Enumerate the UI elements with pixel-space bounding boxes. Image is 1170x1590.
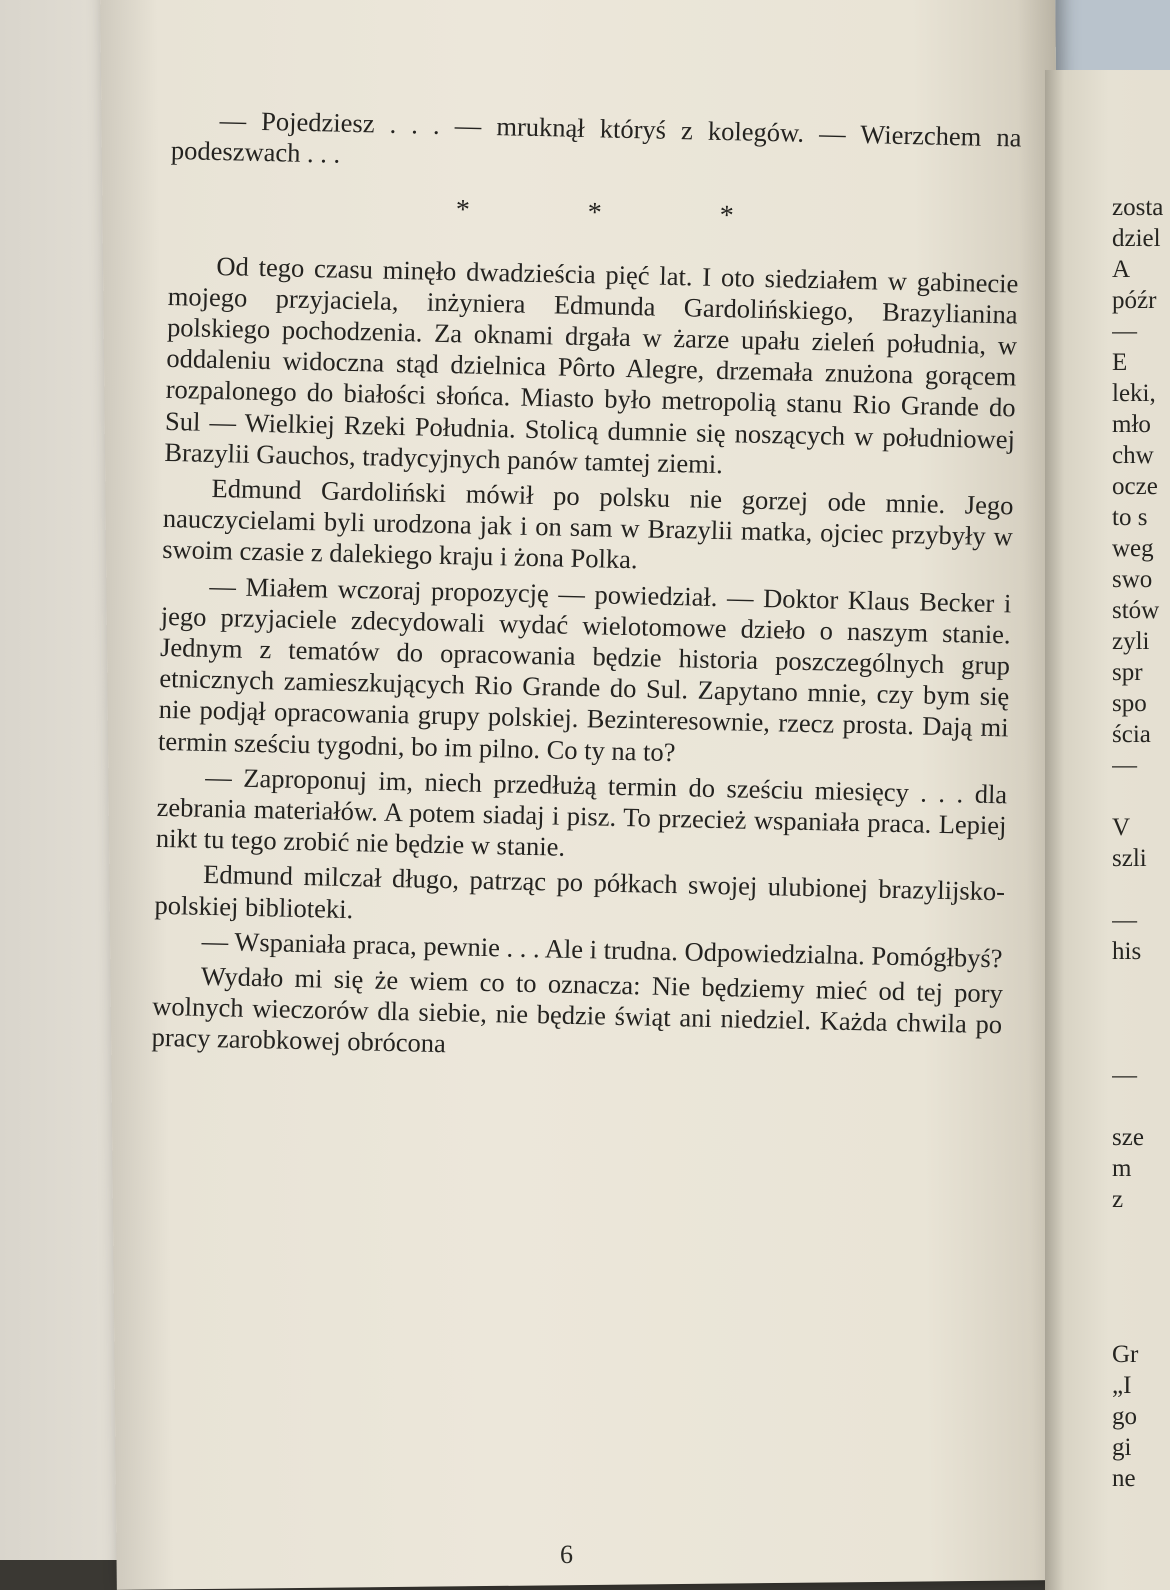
text-fragment: V	[1112, 814, 1131, 841]
paragraph: Edmund Gardoliński mówił po polsku nie gorzej ode mnie. Jego nauczycielami byli urodzona jak i on sam w Brazylii matka, ojciec przybyły w swoim czasie z dalekiego kraju i żona Polka.	[161, 472, 1014, 575]
text-fragment	[1112, 1246, 1170, 1277]
section-separator	[169, 188, 1019, 238]
text-fragment: ścia	[1112, 721, 1151, 748]
paragraph: Wydało mi się że wiem co to oznacza: Nie będziemy mieć od tej pory wolnych wieczorów dla siebie, nie będzie świąt ani niedziel. Każda chwila po pracy zarobkowej obrócona	[151, 960, 1004, 1059]
text-fragment: sze	[1112, 1124, 1144, 1151]
text-fragment	[1112, 998, 1170, 1029]
text-fragment: ocze	[1112, 473, 1158, 500]
paragraph: Edmund milczał długo, patrząc po półkach swojej ulubionej brazylijsko-polskiej biblioteki.	[154, 859, 1006, 924]
text-fragment: spo	[1112, 690, 1147, 717]
text-fragment: zosta	[1112, 194, 1164, 221]
separator-asterisk: *	[719, 200, 735, 232]
text-fragment: —	[1112, 907, 1137, 934]
text-fragment: dziel	[1112, 225, 1161, 252]
text-fragment: go	[1112, 1403, 1137, 1430]
text-fragment: —	[1112, 1062, 1137, 1089]
text-fragment: weg	[1112, 535, 1154, 562]
text-fragment: Gr	[1112, 1341, 1139, 1368]
text-fragment	[1112, 1277, 1170, 1308]
text-fragment: leki,	[1112, 380, 1156, 407]
text-fragment	[1112, 967, 1170, 998]
paragraph: — Wspaniała praca, pewnie . . . Ale i trudna. Odpowiedzialna. Pomógłbyś?	[201, 925, 1003, 974]
page-text	[151, 104, 1022, 1072]
separator-asterisk: *	[587, 197, 603, 229]
text-fragment: A	[1112, 256, 1131, 283]
text-fragment: zyli	[1112, 628, 1150, 655]
text-fragment: swo	[1112, 566, 1153, 593]
text-fragment: ne	[1112, 1465, 1136, 1492]
paragraph: — Zaproponuj im, niech przedłużą termin do sześciu miesięcy . . . dla zebrania materiałów. A potem siadaj i pisz. To przecież wspaniała praca. Lepiej nikt tu tego zrobić nie będzie w stanie.	[155, 761, 1008, 863]
text-fragment	[1112, 1091, 1170, 1122]
text-fragment: his	[1112, 938, 1142, 965]
text-fragment	[1112, 781, 1170, 812]
text-fragment	[1112, 1308, 1170, 1339]
text-fragment	[1112, 874, 1170, 905]
text-fragment: gi	[1112, 1434, 1132, 1461]
text-fragment: „I	[1112, 1372, 1132, 1399]
page-number: 6	[560, 1540, 573, 1569]
text-fragment: E	[1112, 349, 1128, 376]
text-fragment: mło	[1112, 411, 1151, 438]
text-fragment: —	[1112, 318, 1137, 345]
text-fragment	[1112, 1029, 1170, 1060]
text-fragment: z	[1112, 1186, 1124, 1213]
paragraph: — Pojedziesz . . . — mruknął któryś z kolegów. — Wierzchem na podeszwach . . .	[170, 105, 1022, 169]
separator-asterisk: *	[455, 194, 471, 226]
text-fragment: stów	[1112, 597, 1160, 624]
text-fragment: to s	[1112, 504, 1148, 531]
text-fragment	[1112, 1215, 1170, 1246]
text-fragment: spr	[1112, 659, 1143, 686]
paragraph: — Miałem wczoraj propozycję — powiedział. — Doktor Klaus Becker i jego przyjaciele zdecydowali wydać wielotomowe dzieło o naszym stanie. Jednym z tematów do opracowania będzie historia poszczególnych grup etnicznych zamieszkujących Rio Grande do Sul. Zapytano mnie, czy bym się nie podjął opracowania grupy polskiej. Bezinteresownie, rzecz prosta. Dają mi termin sześciu tygodni, bo im pilno. Co ty na to?	[157, 570, 1012, 767]
adjacent-page-text	[1112, 192, 1170, 1494]
text-fragment: szli	[1112, 845, 1147, 872]
text-fragment: późr	[1112, 287, 1157, 314]
paragraph: Od tego czasu minęło dwadzieścia pięć lat. I oto siedziałem w gabinecie mojego przyjaciela, inżyniera Edmunda Gardolińskiego, Brazylianina polskiego pochodzenia. Za oknami drgała w żarze upału zieleń południa, w oddaleniu widoczna stąd dzielnica Pôrto Alegre, drzemała znużona gorącem rozpalonego do białości słońca. Miasto było metropolią stanu Rio Grande do Sul — Wielkiej Rzeki Południa. Stolicą dumnie się noszących w południowej Brazylii Gauchos, tradycyjnych panów tamtej ziemi.	[164, 250, 1019, 479]
text-fragment: —	[1112, 752, 1137, 779]
text-fragment: m	[1112, 1155, 1132, 1182]
text-fragment: chw	[1112, 442, 1154, 469]
